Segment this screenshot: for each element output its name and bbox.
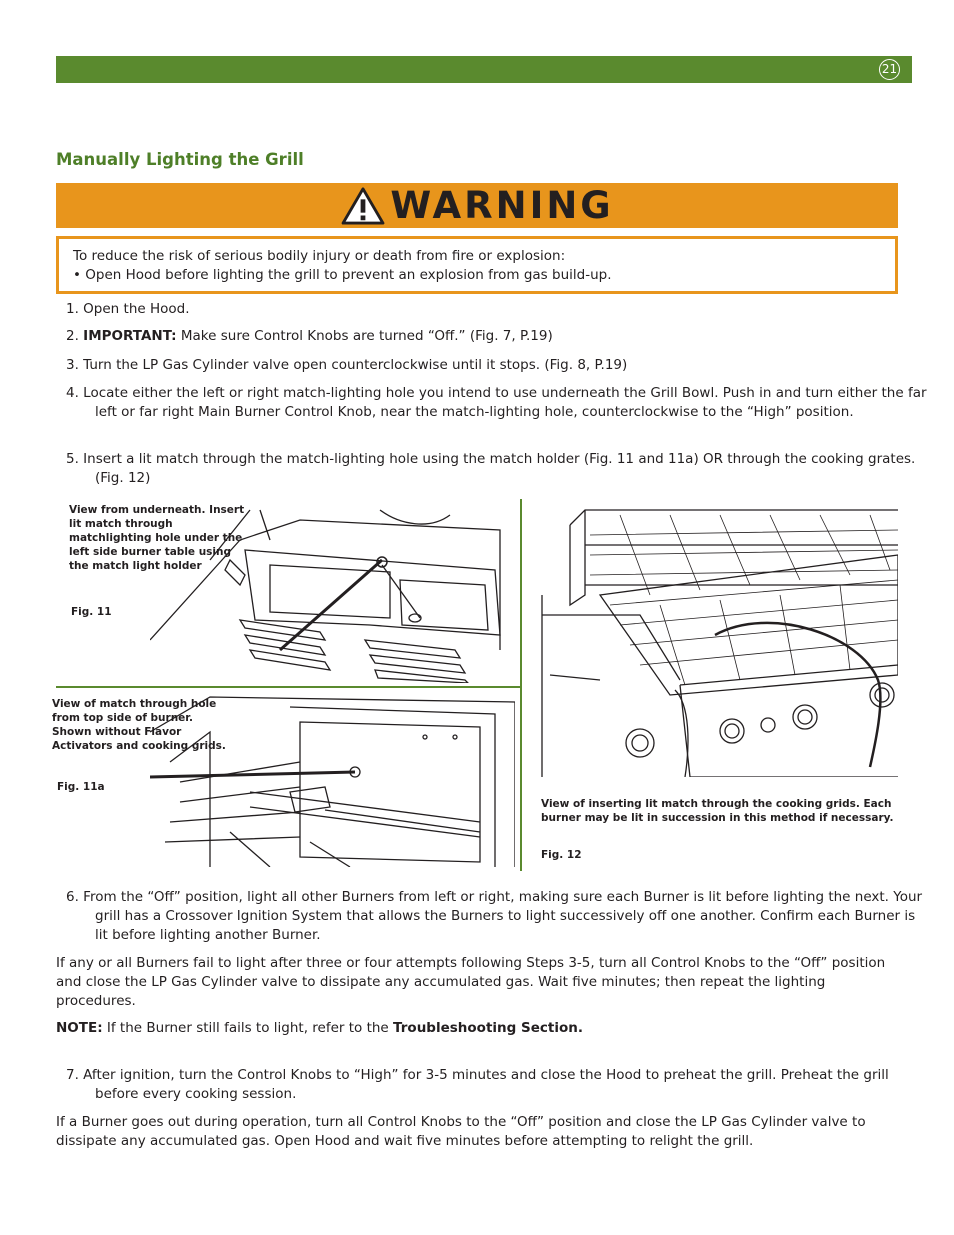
page-number: 21 (879, 59, 900, 80)
section-title: Manually Lighting the Grill (56, 150, 304, 169)
step-2-number: 2. (66, 328, 84, 344)
fig-12-illustration (540, 505, 898, 777)
step-5: 5. Insert a lit match through the match-lighting hole using the match holder (Fig. 11 and 11a) OR through the cooking grates. (Fig. 12) (66, 451, 916, 486)
note-paragraph (56, 1019, 898, 1038)
fail-to-light-paragraph: If any or all Burners fail to light after three or four attempts following Steps 3-5, turn all Control Knobs to the “Off” position and close the LP Gas Cylinder valve to dissipate any accumulated gas. Wait five minutes; then repeat the lighting procedures. (56, 955, 886, 1009)
note-label: NOTE: (56, 1020, 103, 1036)
step-3: 3. Turn the LP Gas Cylinder valve open counterclockwise until it stops. (Fig. 8, P.19) (66, 357, 628, 373)
note-text: If the Burner still fails to light, refer to the (102, 1020, 394, 1036)
warning-line-1: To reduce the risk of serious bodily injury or death from fire or explosion: (73, 248, 566, 264)
step-6: 6. From the “Off” position, light all other Burners from left or right, making sure each Burner is lit before lighting the next. Your grill has a Crossover Ignition System that allows the Burners to light successively off one another. Confirm each Burner is lit before lighting another Burner. (66, 889, 923, 943)
troubleshooting-reference: Troubleshooting Section. (393, 1020, 583, 1036)
warning-box (56, 236, 898, 294)
fig-12-label: Fig. 12 (541, 849, 582, 861)
step-7: 7. After ignition, turn the Control Knobs to “High” for 3-5 minutes and close the Hood to preheat the grill. Preheat the grill before every cooking session. (66, 1067, 889, 1102)
fig-11-label: Fig. 11 (71, 606, 112, 618)
step-2-important: IMPORTANT: (83, 328, 177, 344)
warning-label: WARNING (390, 184, 614, 227)
step-4: 4. Locate either the left or right match-lighting hole you intend to use underneath the Grill Bowl. Push in and turn either the far left or far right Main Burner Control Knob, near the match-lighting hole, counterclockwise to the “High” position. (66, 385, 927, 420)
figure-divider-horizontal (56, 686, 520, 688)
burner-goes-out-paragraph: If a Burner goes out during operation, turn all Control Knobs to the “Off” position and close the LP Gas Cylinder valve to dissipate any accumulated gas. Open Hood and wait five minutes before attempting to relight the grill. (56, 1114, 866, 1149)
warning-line-2: • Open Hood before lighting the grill to prevent an explosion from gas build-up. (73, 267, 612, 283)
fig-12-caption: View of inserting lit match through the cooking grids. Each burner may be lit in succession in this method if necessary. (541, 798, 894, 824)
step-2-text: Make sure Control Knobs are turned “Off.” (Fig. 7, P.19) (176, 328, 553, 344)
warning-banner (56, 183, 898, 228)
fig-11-caption: View from underneath. Insert lit match through matchlighting hole under the left side burner table using the match light holder (69, 504, 245, 572)
figure-divider-vertical (520, 499, 522, 871)
fig-11a-label: Fig. 11a (57, 781, 105, 793)
step-2 (66, 327, 927, 346)
fig-11a-caption: View of match through hole from top side of burner. Shown without Flavor Activators and cooking grids. (52, 698, 226, 752)
warning-triangle-icon (340, 187, 386, 225)
step-1: 1. Open the Hood. (66, 301, 190, 317)
header-bar (56, 56, 912, 83)
